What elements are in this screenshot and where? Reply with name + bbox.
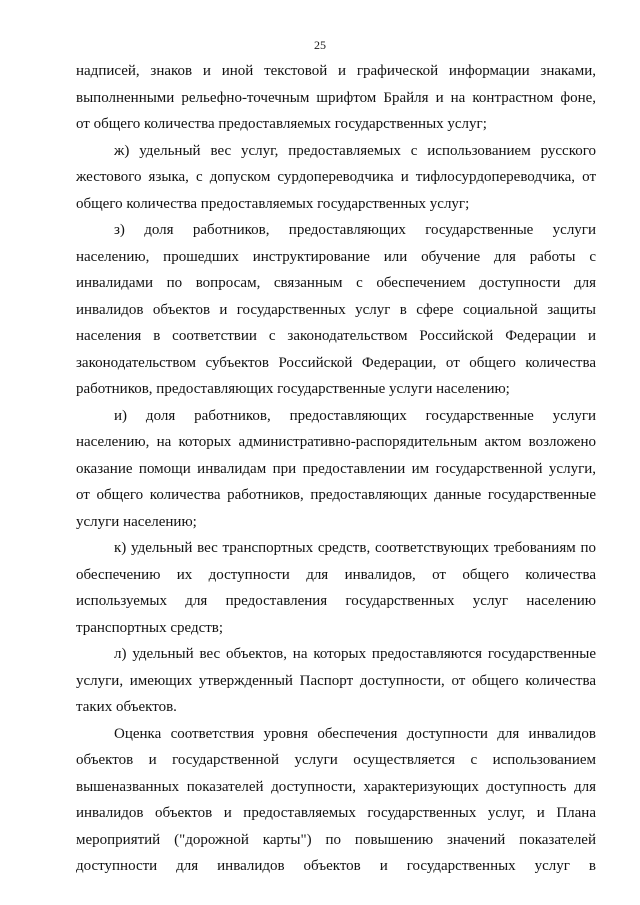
paragraph-item-l (76, 641, 596, 721)
text-line: от общего количества работников, предоставляющих данные государственные (76, 487, 596, 503)
text-line: доступности для инвалидов объектов и государственных услуг в (76, 858, 596, 874)
text-line: транспортных средств; (76, 619, 224, 636)
paragraph-item-z (76, 217, 596, 403)
paragraph-item-zh (76, 138, 596, 218)
text-line: услуги, имеющих утвержденный Паспорт доступности, от общего количества (76, 672, 596, 689)
text-line: л) удельный вес объектов, на которых предоставляются государственные (114, 646, 596, 662)
text-line: населению, на которых административно-распорядительным актом возложено (76, 434, 596, 450)
page-number: 25 (314, 38, 326, 52)
text-line: законодательством субъектов Российской Федерации, от общего количества (76, 354, 596, 371)
text-line: общего количества предоставляемых государственных услуг; (76, 195, 470, 212)
text-line: инвалидов объектов и государственных услуг в сфере социальной защиты (76, 301, 596, 318)
text-line: населения в соответствии с законодательством Российской Федерации и (76, 328, 596, 344)
text-line: выполненными рельефно-точечным шрифтом Брайля и на контрастном фоне, (76, 89, 596, 106)
text-line: таких объектов. (76, 699, 177, 715)
text-line: Оценка соответствия уровня обеспечения доступности для инвалидов (114, 725, 596, 742)
text-line: инвалидами по вопросам, связанным с обеспечением доступности для (76, 275, 596, 291)
paragraph-item-i (76, 403, 596, 536)
text-line: населению, прошедших инструктирование или обучение для работы с (76, 248, 596, 265)
text-line: объектов и государственной услуги осуществляется с использованием (76, 752, 596, 768)
text-line: оказание помощи инвалидам при предоставлении им государственной услуги, (76, 460, 596, 477)
document-body (76, 58, 596, 880)
text-line: используемых для предоставления государственных услуг населению (76, 593, 596, 609)
text-line: от общего количества предоставляемых государственных услуг; (76, 116, 487, 132)
text-line: ж) удельный вес услуг, предоставляемых с использованием русского (114, 142, 596, 159)
text-line: инвалидов объектов и предоставляемых государственных услуг, и Плана (76, 805, 596, 821)
text-line: работников, предоставляющих государственные услуги населению; (76, 381, 510, 397)
text-line: надписей, знаков и иной текстовой и графической информации знаками, (76, 63, 596, 79)
paragraph-braille-continuation (76, 58, 596, 138)
paragraph-assessment (76, 721, 596, 880)
text-line: з) доля работников, предоставляющих государственные услуги (114, 222, 596, 238)
text-line: вышеназванных показателей доступности, характеризующих доступность для (76, 778, 596, 795)
text-line: мероприятий ("дорожной карты") по повышению значений показателей (76, 831, 596, 848)
text-line: обеспечению их доступности для инвалидов, от общего количества (76, 566, 596, 583)
paragraph-item-k (76, 535, 596, 641)
text-line: услуги населению; (76, 513, 197, 530)
text-line: и) доля работников, предоставляющих государственные услуги (114, 407, 596, 424)
text-line: к) удельный вес транспортных средств, соответствующих требованиям по (114, 540, 596, 556)
text-line: жестового языка, с допуском сурдопереводчика и тифлосурдопереводчика, от (76, 169, 596, 185)
